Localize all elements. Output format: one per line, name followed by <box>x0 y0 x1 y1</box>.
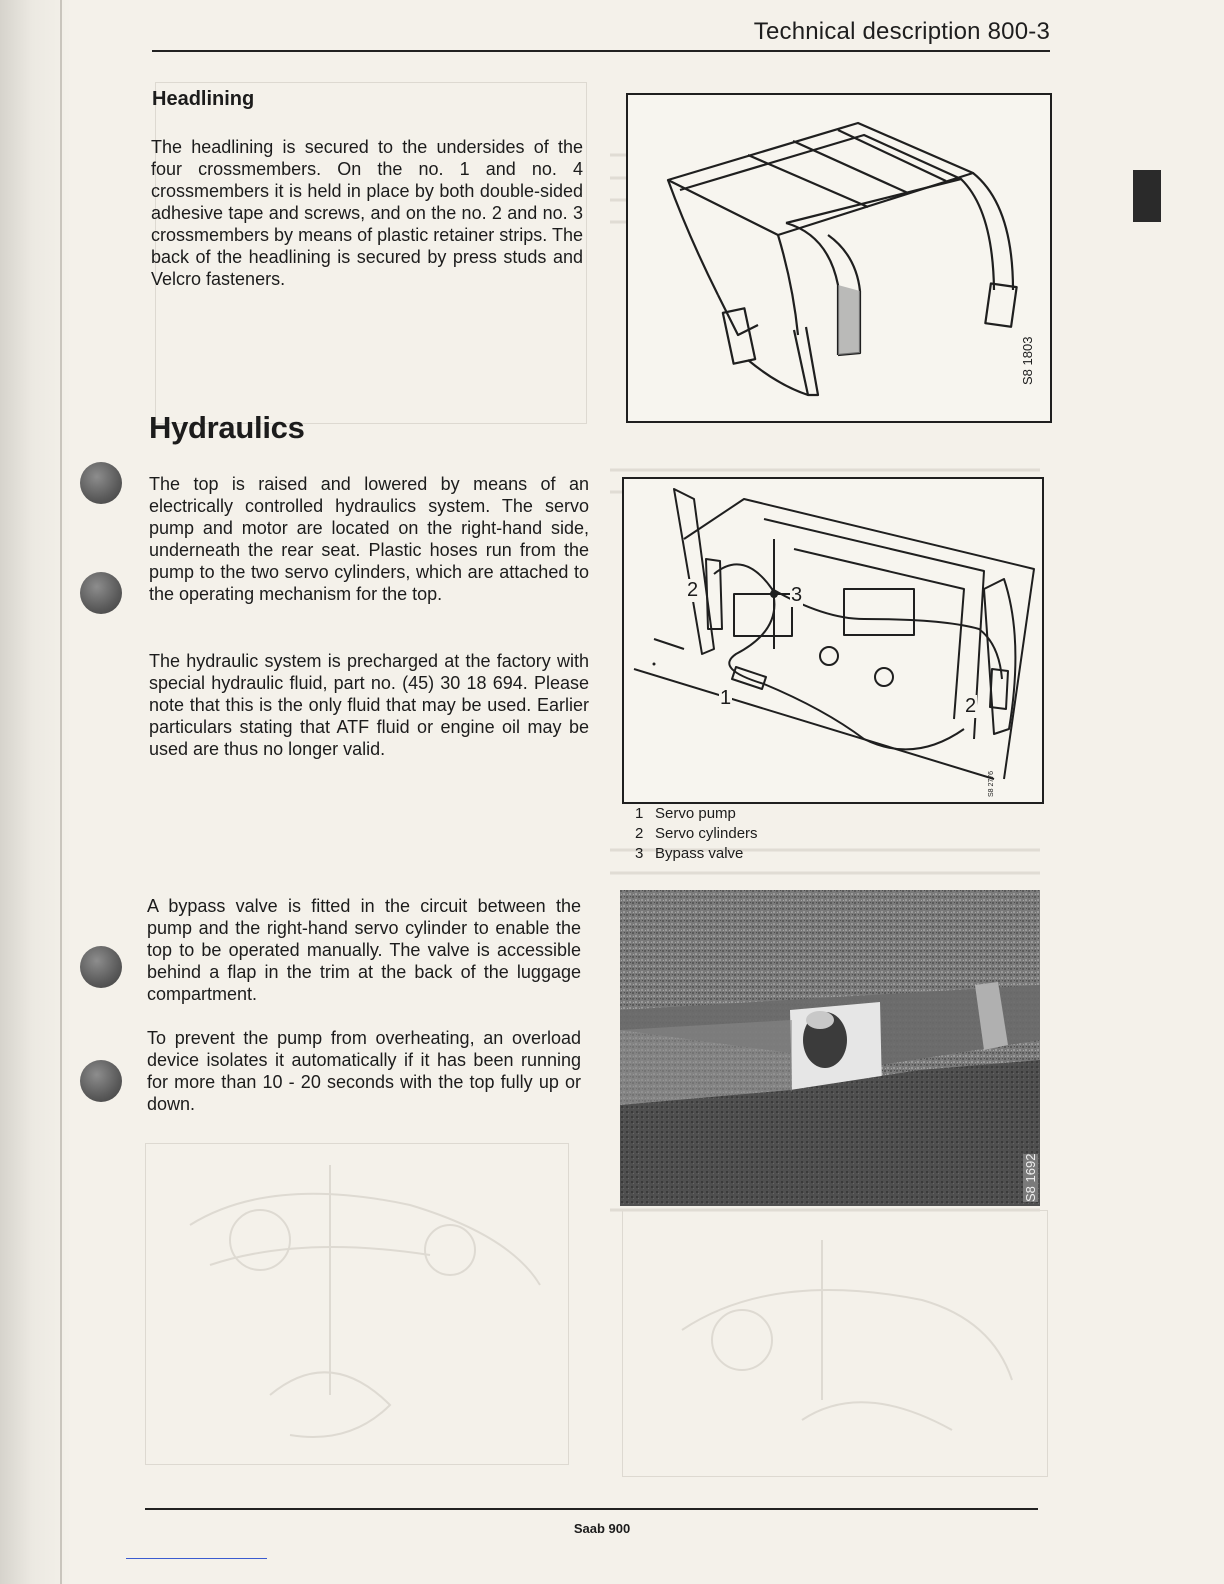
legend-label: Servo cylinders <box>655 825 758 842</box>
legend-item <box>635 824 758 844</box>
header-rule <box>152 50 1050 52</box>
show-through-drawing <box>622 1210 1042 1470</box>
top-frame-drawing <box>628 95 1050 421</box>
footer-model: Saab 900 <box>573 1521 631 1536</box>
legend-label: Bypass valve <box>655 845 744 862</box>
figure-code-top-frame: S8 1803 <box>1020 336 1035 385</box>
legend-item <box>635 844 758 864</box>
headlining-heading: Headlining <box>152 88 255 110</box>
punch-hole <box>80 946 122 988</box>
footer-underline <box>126 1558 267 1559</box>
hydraulics-paragraph-4: To prevent the pump from overheating, an overload device isolates it automatically if it has been running for more than 10 - 20 seconds with the top fully up or down. <box>147 1028 581 1114</box>
callout-bypass-valve: 3 <box>791 584 803 606</box>
legend-label: Servo pump <box>655 805 736 822</box>
headlining-paragraph: The headlining is secured to the undersides of the four crossmembers. On the no. 1 and no. 4 crossmembers it is held in place by both double-sided adhesive tape and screws, and on the no. 2 and no. 3 crossmembers by means of plastic retainer strips. The back of the headlining is secured by press studs and Velcro fasteners. <box>151 137 583 289</box>
bypass-valve-photo-render <box>620 890 1040 1206</box>
hydraulics-paragraph-1: The top is raised and lowered by means of an electrically controlled hydraulics system. The servo pump and motor are located on the right-hand side, underneath the rear seat. Plastic hoses run from the pump to the two servo cylinders, which are attached to the operating mechanism for the top. <box>149 474 589 604</box>
hydraulic-layout-drawing <box>624 479 1042 802</box>
section-tab-marker <box>1133 170 1161 222</box>
punch-hole <box>80 1060 122 1102</box>
callout-servo-cylinder-left: 2 <box>687 579 699 601</box>
legend-number: 1 <box>635 805 644 822</box>
callout-servo-pump: 1 <box>720 687 732 709</box>
figure-legend <box>635 804 758 864</box>
bypass-valve-photo <box>620 890 1040 1206</box>
legend-number: 3 <box>635 845 644 862</box>
hydraulics-paragraph-3: A bypass valve is fitted in the circuit between the pump and the right-hand servo cylinder to enable the top to be operated manually. The valve is accessible behind a flap in the trim at the back of the luggage compartment. <box>147 896 581 1004</box>
footer-rule <box>145 1508 1038 1510</box>
callout-servo-cylinder-right: 2 <box>965 695 977 717</box>
hydraulic-layout-figure <box>622 477 1044 804</box>
legend-number: 2 <box>635 825 644 842</box>
hydraulics-heading: Hydraulics <box>149 410 305 445</box>
punch-hole <box>80 462 122 504</box>
figure-code-bypass-photo: S8 1692 <box>1023 1153 1038 1202</box>
hydraulics-paragraph-2: The hydraulic system is precharged at the factory with special hydraulic fluid, part no. (45) 30 18 694. Please note that this is the only fluid that may be used. Earlier particulars stating that ATF fluid or engine oil may be used are thus no longer valid. <box>149 651 589 759</box>
binder-line <box>60 0 62 1584</box>
show-through-drawing <box>150 1145 570 1465</box>
page-header-title: Technical description 800-3 <box>753 18 1050 45</box>
figure-code-hydraulic-layout: S8 2776 <box>988 770 995 797</box>
top-frame-figure <box>626 93 1052 423</box>
punch-hole <box>80 572 122 614</box>
legend-item <box>635 804 758 824</box>
